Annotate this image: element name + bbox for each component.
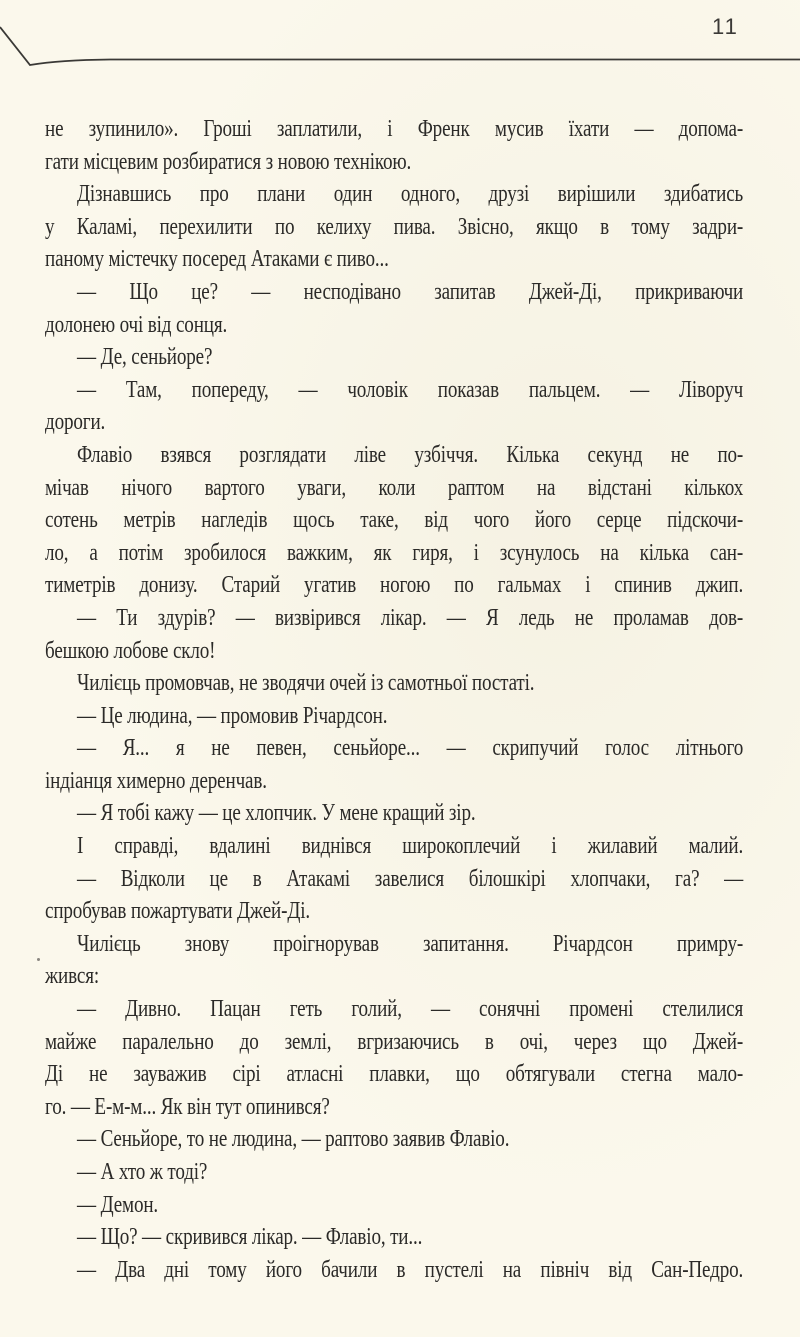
text-line-content: у Каламі, перехилити по келиху пива. Звісно, якщо в тому задри- xyxy=(45,212,744,240)
text-line-content: — Дивно. Пацан геть голий, — сонячні промені стелилися xyxy=(77,995,744,1023)
text-line-content: тиметрів донизу. Старий угатив ногою по гальмах і спинив джип. xyxy=(45,571,744,599)
text-line xyxy=(45,765,743,798)
text-line xyxy=(45,863,743,896)
text-line-content: сотень метрів нагледів щось таке, від чого його серце підскочи- xyxy=(45,506,744,534)
text-line xyxy=(45,1026,743,1059)
text-line-content: Чилієць знову проігнорував запитання. Річардсон примру- xyxy=(77,929,744,957)
text-line xyxy=(45,1254,743,1287)
text-line xyxy=(45,830,743,863)
text-line xyxy=(45,439,743,472)
text-line-content: індіанця химерно деренчав. xyxy=(45,766,267,794)
text-line xyxy=(45,1123,743,1156)
text-line-content: — Демон. xyxy=(77,1190,159,1218)
text-line-content: Чилієць промовчав, не зводячи очей із самотньої постаті. xyxy=(77,669,535,697)
text-line-content: не зупинило». Гроші заплатили, і Френк мусив їхати — допома- xyxy=(45,115,744,142)
header-rule-icon xyxy=(0,0,800,80)
page-number: 11 xyxy=(712,14,739,39)
text-line xyxy=(45,1058,743,1091)
text-line xyxy=(45,374,743,407)
text-line xyxy=(45,309,743,342)
text-line-content: Дізнавшись про плани один одного, друзі вирішили здибатись xyxy=(77,180,744,208)
text-line-content: майже паралельно до землі, вгризаючись в очі, через що Джей- xyxy=(45,1027,744,1055)
text-line xyxy=(45,1091,743,1124)
text-line xyxy=(45,993,743,1026)
text-line-content: — Я... я не певен, сеньйоре... — скрипучий голос літнього xyxy=(77,734,744,762)
text-line xyxy=(45,504,743,537)
text-line-content: — А хто ж тоді? xyxy=(77,1158,208,1185)
text-line xyxy=(45,667,743,700)
text-line-content: — Де, сеньйоре? xyxy=(77,343,213,371)
text-line xyxy=(45,341,743,374)
text-line xyxy=(45,406,743,439)
text-line xyxy=(45,537,743,570)
text-line-content: го. — Е-м-м... Як він тут опинився? xyxy=(45,1092,330,1120)
text-line-content: спробував пожартувати Джей-Ді. xyxy=(45,897,310,925)
text-line xyxy=(45,602,743,635)
text-line-content: — Це людина, — промовив Річардсон. xyxy=(77,701,388,729)
text-line xyxy=(45,146,743,179)
text-line-content: Флавіо взявся розглядати ліве узбіччя. Кілька секунд не по- xyxy=(77,440,744,468)
text-line xyxy=(45,960,743,993)
text-line xyxy=(45,1189,743,1222)
text-line-content: — Що це? — несподівано запитав Джей-Ді, прикриваючи xyxy=(77,277,744,305)
text-line xyxy=(45,635,743,668)
print-speck xyxy=(37,958,40,961)
text-line-content: паному містечку посеред Атаками є пиво... xyxy=(45,245,389,273)
text-line-content: — Що? — скривився лікар. — Флавіо, ти... xyxy=(77,1223,423,1251)
text-line-content: долонею очі від сонця. xyxy=(45,310,228,338)
text-line-content: бешкою лобове скло! xyxy=(45,636,216,664)
text-line xyxy=(45,276,743,309)
text-line xyxy=(45,1221,743,1254)
text-line xyxy=(45,700,743,733)
text-line-content: — Відколи це в Атакамі завелися білошкірі хлопчаки, га? — xyxy=(77,864,744,892)
text-line xyxy=(45,472,743,505)
text-line-content: мічав нічого вартого уваги, коли раптом на відстані кількох xyxy=(45,473,744,501)
text-line-content: — Сеньйоре, то не людина, — раптово заявив Флавіо. xyxy=(77,1125,510,1153)
text-line xyxy=(45,895,743,928)
text-line-content: гати місцевим розбиратися з новою технікою. xyxy=(45,147,412,175)
text-line-content: ло, а потім зробилося важким, як гиря, і зсунулось на кілька сан- xyxy=(45,538,744,566)
text-line xyxy=(45,797,743,830)
text-line-content: Ді не зауважив сірі атласні плавки, що обтягували стегна мало- xyxy=(45,1060,744,1088)
text-line-content: жився: xyxy=(45,962,99,990)
text-line xyxy=(45,113,743,146)
text-line xyxy=(45,732,743,765)
text-line xyxy=(45,928,743,961)
text-line-content: — Там, попереду, — чоловік показав пальцем. — Ліворуч xyxy=(77,375,744,403)
text-line xyxy=(45,178,743,211)
body-text xyxy=(45,113,743,1286)
text-line-content: — Два дні тому його бачили в пустелі на північ від Сан-Педро. xyxy=(77,1255,744,1283)
text-line xyxy=(45,569,743,602)
text-line-content: — Ти здурів? — визвірився лікар. — Я ледь не проламав дов- xyxy=(77,603,744,631)
text-line-content: — Я тобі кажу — це хлопчик. У мене кращий зір. xyxy=(77,799,476,827)
text-line-content: дороги. xyxy=(45,408,106,436)
text-line xyxy=(45,243,743,276)
text-line xyxy=(45,1156,743,1189)
text-line-content: І справді, вдалині виднівся широкоплечий і жилавий малий. xyxy=(77,832,744,860)
text-line xyxy=(45,211,743,244)
